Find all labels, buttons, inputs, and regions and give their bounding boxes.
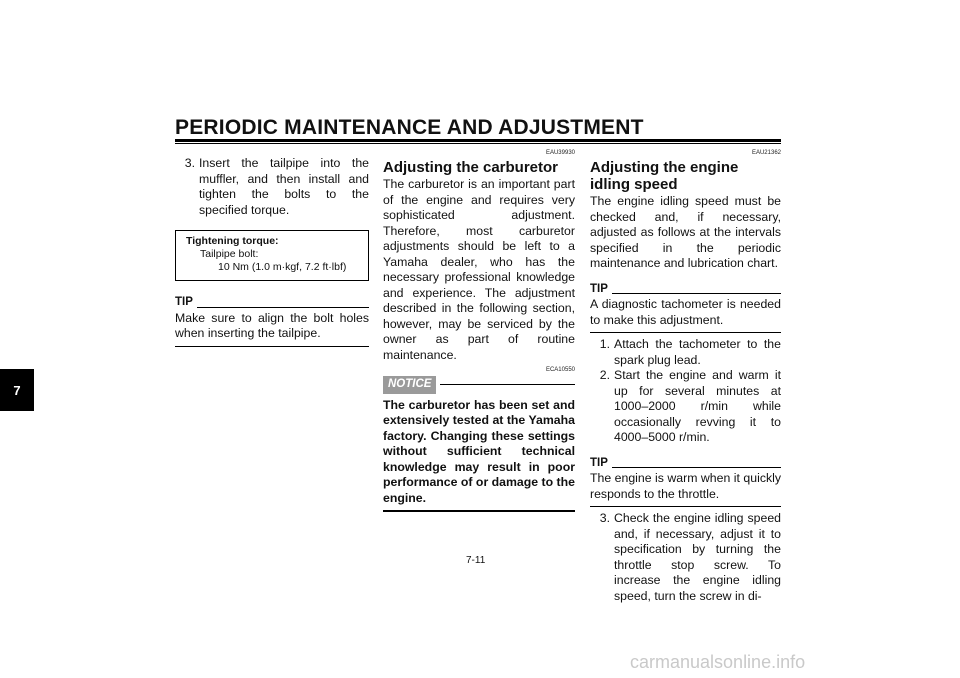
list-item (590, 511, 781, 604)
section-heading: Adjusting the carburetor (383, 159, 559, 176)
torque-value: 10 Nm (1.0 m·kgf, 7.2 ft·lbf) (218, 261, 347, 273)
list-item (590, 368, 781, 446)
list-item (590, 337, 781, 368)
tip-rule (612, 293, 781, 294)
watermark: carmanualsonline.info (630, 652, 806, 672)
step-text: Attach the tachometer to the spark plug lead. (614, 337, 781, 367)
header-rule-thin (175, 143, 781, 144)
section-paragraph: The engine idling speed must be checked and, if necessary, adjusted as follows at the intervals specified in the periodic maintenance and lubrication chart. (590, 194, 781, 270)
step-text: Check the engine idling speed and, if necessary, adjust it to specification by turning the throttle stop screw. To increase the engine idling speed, turn the screw in di- (614, 511, 781, 603)
column-middle (383, 150, 575, 512)
tip-rule (197, 307, 369, 308)
notice-badge: NOTICE (383, 376, 436, 394)
step-text: Insert the tailpipe into the muffler, and then install and tighten the bolts to the specified torque. (199, 156, 369, 217)
tip-header (590, 456, 781, 472)
section-heading: Adjusting the engine idling speed (590, 159, 739, 193)
step-number: 2. (599, 368, 610, 382)
header-rule (175, 139, 781, 142)
tip-header (590, 282, 781, 298)
notice-rule (440, 384, 575, 385)
step-number: 1. (599, 337, 610, 351)
torque-item: Tailpipe bolt: (200, 248, 259, 260)
step-number: 3. (184, 156, 195, 170)
tip-label: TIP (590, 456, 608, 469)
tip-text: The engine is warm when it quickly responds to the throttle. (590, 471, 781, 507)
column-left (175, 156, 369, 347)
page-number: 7-11 (466, 555, 486, 566)
notice-header (383, 376, 575, 394)
tip-label: TIP (175, 296, 193, 308)
tip-text: A diagnostic tachometer is needed to make this adjustment. (590, 297, 781, 333)
column-right (590, 150, 781, 604)
notice-text: The carburetor has been set and extensively tested at the Yamaha factory. Changing these settings without sufficient technical knowledge may result in poor performance of or damage to the engine. (383, 394, 575, 513)
step-3-tailpipe (175, 156, 369, 218)
notice-code: ECA10550 (545, 367, 575, 373)
step-number: 3. (599, 511, 610, 525)
steps-list (590, 337, 781, 446)
page-title: PERIODIC MAINTENANCE AND ADJUSTMENT (175, 116, 644, 139)
section-paragraph: The carburetor is an important part of the engine and requires very sophisticated adjustment. Therefore, most carburetor adjustments should be left to a Yamaha dealer, who has the necessary professional knowledge and experience. The adjustment described in the following section, however, may be serviced by the owner as part of routine maintenance. (383, 177, 575, 362)
tip-label: TIP (590, 282, 608, 295)
section-code: EAU21362 (751, 150, 781, 156)
chapter-tab: 7 (0, 369, 34, 411)
tip-rule (612, 467, 781, 468)
section-code: EAU39930 (545, 150, 575, 156)
tip-header (175, 295, 369, 311)
tip-text: Make sure to align the bolt holes when inserting the tailpipe. (175, 311, 369, 347)
torque-title: Tightening torque: (186, 235, 279, 247)
step-text: Start the engine and warm it up for several minutes at 1000–2000 r/min while occasionally revving it to 4000–5000 r/min. (614, 368, 781, 444)
torque-spec-box (175, 230, 369, 281)
